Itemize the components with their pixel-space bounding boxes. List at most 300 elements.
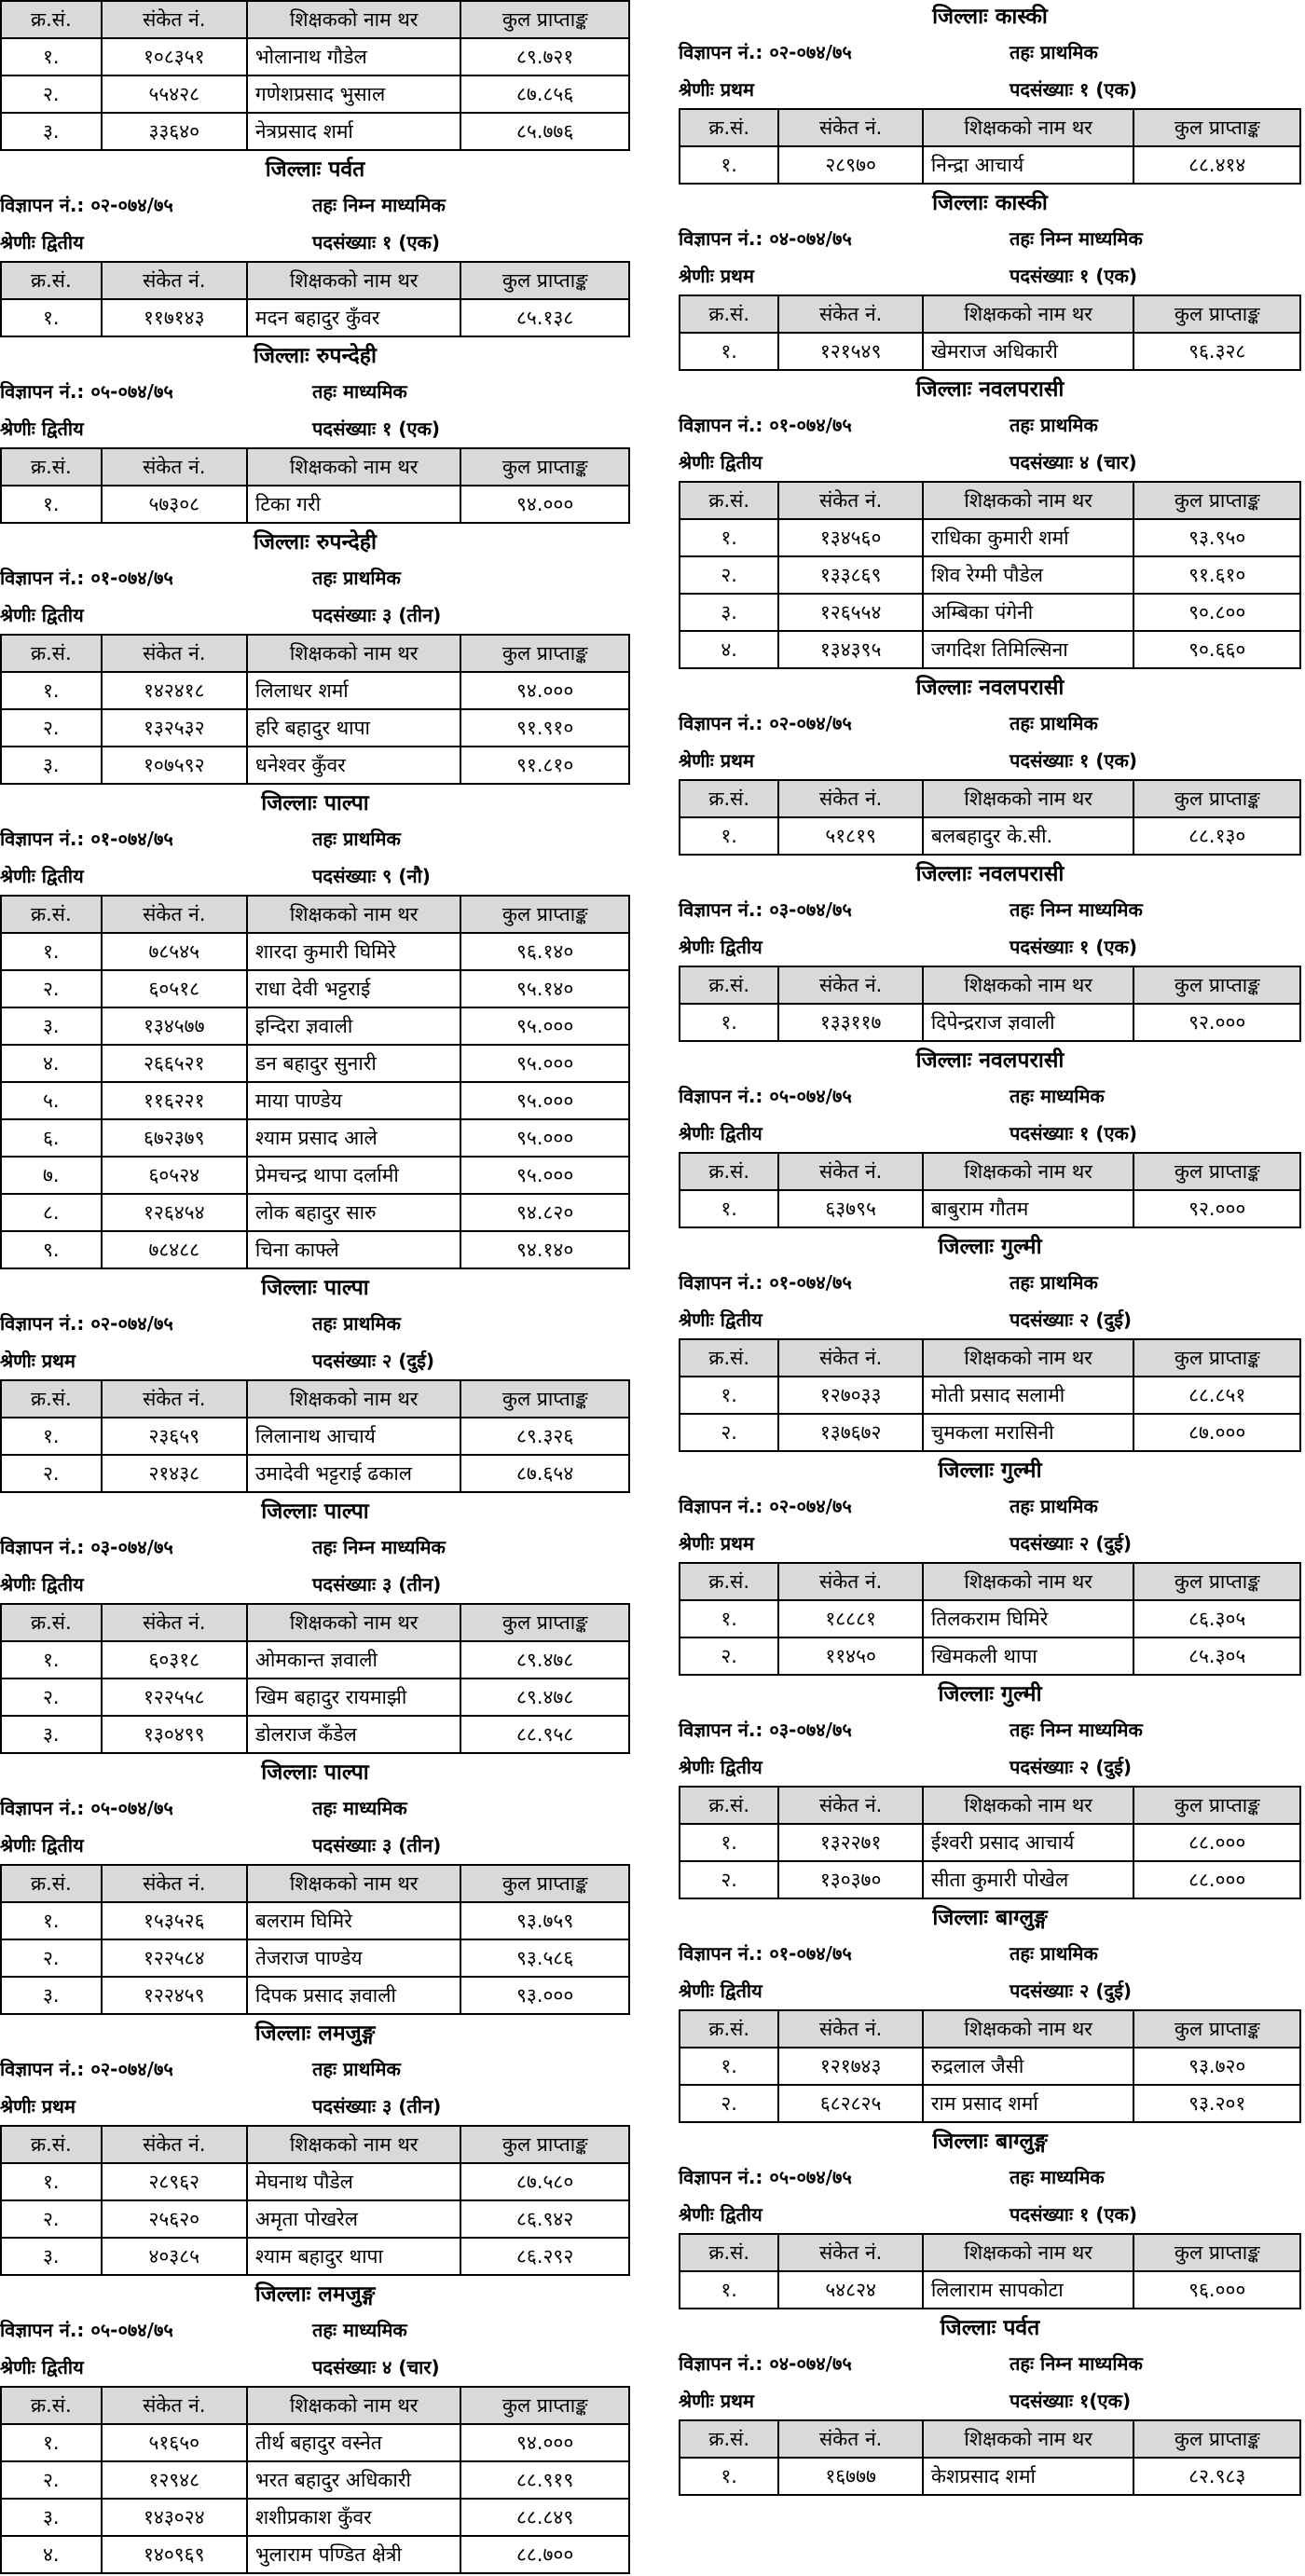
table-header-row	[1, 896, 629, 933]
total-score-cell: ९४.०००	[460, 2424, 629, 2461]
post-count: पदसंख्याः ९ (नौ)	[312, 865, 431, 887]
teacher-name-cell: धनेश्वर कुँवर	[247, 747, 460, 784]
serial-number-cell: ४.	[680, 631, 778, 668]
table-header-row	[680, 295, 1300, 333]
table-header-row	[1, 448, 629, 486]
serial-number-cell: १.	[1, 486, 102, 523]
serial-number-cell: १.	[1, 2424, 102, 2461]
header-symbol-number: संकेत नं.	[102, 1604, 247, 1641]
teacher-name-cell: भुलाराम पण्डित क्षेत्री	[247, 2536, 460, 2573]
header-symbol-number: संकेत नं.	[778, 295, 922, 333]
symbol-number-cell: १२२५८४	[102, 1939, 247, 1977]
serial-number-cell: २.	[1, 1679, 102, 1716]
meta-row-ad-level	[679, 705, 1301, 742]
district-title: जिल्लाः रुपन्देही	[254, 344, 377, 368]
meta-row-ad-level	[679, 34, 1301, 71]
level-label: तहः प्राथमिक	[1010, 414, 1098, 436]
header-total-score: कुल प्राप्ताङ्क	[460, 1, 629, 38]
meta-row-category-posts	[679, 71, 1301, 108]
total-score-cell: ९५.०००	[460, 1007, 629, 1045]
symbol-number-cell: १०७५९२	[102, 747, 247, 784]
results-table	[679, 481, 1301, 669]
category-label: श्रेणीः द्वितीय	[0, 604, 84, 626]
serial-number-cell: २.	[1, 1939, 102, 1977]
header-total-score: कुल प्राप्ताङ्क	[460, 635, 629, 672]
header-serial: क्र.सं.	[680, 2010, 778, 2048]
table-row	[1, 2499, 629, 2536]
symbol-number-cell: १३२५३२	[102, 709, 247, 747]
total-score-cell: ९४.०००	[460, 672, 629, 709]
table-row	[1, 1194, 629, 1231]
serial-number-cell: १.	[680, 817, 778, 855]
table-header-row	[680, 109, 1300, 146]
meta-row-ad-level	[679, 220, 1301, 257]
teacher-name-cell: नेत्रप्रसाद शर्मा	[247, 113, 460, 150]
total-score-cell: ८८.०००	[1133, 1824, 1300, 1861]
results-table	[0, 1864, 630, 2015]
header-total-score: कुल प्राप्ताङ्क	[460, 1865, 629, 1902]
teacher-name-cell: चुमकला मरासिनी	[923, 1414, 1134, 1451]
district-title: जिल्लाः पाल्पा	[261, 1276, 369, 1300]
symbol-number-cell: २५६२०	[102, 2200, 247, 2238]
district-section	[679, 671, 1301, 856]
serial-number-cell: १.	[680, 2458, 778, 2495]
total-score-cell: ९५.१४०	[460, 970, 629, 1007]
symbol-number-cell: २१४३८	[102, 1455, 247, 1492]
results-table	[679, 779, 1301, 856]
serial-number-cell: १.	[1, 1641, 102, 1679]
header-total-score: कुल प्राप्ताङ्क	[1133, 966, 1300, 1004]
level-label: तहः प्राथमिक	[312, 828, 401, 850]
district-title: जिल्लाः पाल्पा	[261, 1500, 369, 1524]
teacher-name-cell: लिलाधर शर्मा	[247, 672, 460, 709]
advertisement-number: विज्ञापन नं.: ०३-०७४/७५	[679, 898, 852, 921]
table-row	[1, 1157, 629, 1194]
serial-number-cell: १.	[680, 146, 778, 184]
table-row	[1, 1455, 629, 1492]
results-table	[679, 1338, 1301, 1452]
district-title: जिल्लाः पाल्पा	[261, 1761, 369, 1785]
results-table	[0, 2386, 630, 2574]
category-label: श्रेणीः द्वितीय	[679, 1309, 762, 1331]
table-row	[680, 1637, 1300, 1675]
category-label: श्रेणीः द्वितीय	[679, 936, 762, 958]
advertisement-number: विज्ञापन नं.: ०३-०७४/७५	[679, 1719, 852, 1741]
district-section	[0, 2017, 630, 2276]
advertisement-number: विज्ञापन नं.: ०२-०७४/७५	[0, 194, 173, 216]
teacher-name-cell: उमादेवी भट्टराई ढकाल	[247, 1455, 460, 1492]
header-teacher-name: शिक्षकको नाम थर	[247, 1380, 460, 1418]
serial-number-cell: ३.	[1, 113, 102, 150]
symbol-number-cell: १४०९६९	[102, 2536, 247, 2573]
teacher-name-cell: राधा देवी भट्टराई	[247, 970, 460, 1007]
level-label: तहः माध्यमिक	[312, 380, 407, 403]
symbol-number-cell: ६८२८२५	[778, 2085, 922, 2122]
meta-row-ad-level	[679, 1264, 1301, 1301]
symbol-number-cell: १३४३९५	[778, 631, 922, 668]
results-table	[0, 895, 630, 1269]
serial-number-cell: १.	[680, 2048, 778, 2085]
district-section	[679, 1454, 1301, 1676]
teacher-name-cell: केशप्रसाद शर्मा	[923, 2458, 1134, 2495]
level-label: तहः माध्यमिक	[312, 2319, 407, 2341]
advertisement-number: विज्ञापन नं.: ०१-०७४/७५	[0, 828, 173, 850]
symbol-number-cell: ६३७९५	[778, 1190, 922, 1227]
serial-number-cell: ५.	[1, 1082, 102, 1119]
symbol-number-cell: ११७१४३	[102, 299, 247, 336]
header-total-score: कुल प्राप्ताङ्क	[1133, 2234, 1300, 2271]
post-count: पदसंख्याः ३ (तीन)	[312, 604, 442, 626]
level-label: तहः निम्न माध्यमिक	[1010, 227, 1143, 250]
advertisement-number: विज्ञापन नं.: ०२-०७४/७५	[679, 712, 852, 734]
symbol-number-cell: १३२२७१	[778, 1824, 922, 1861]
symbol-number-cell: २८९७०	[778, 146, 922, 184]
total-score-cell: ८६.३०५	[1133, 1600, 1300, 1637]
post-count: पदसंख्याः ४ (चार)	[1010, 451, 1137, 473]
table-row	[1, 970, 629, 1007]
symbol-number-cell: १२१७४३	[778, 2048, 922, 2085]
table-row	[1, 113, 629, 150]
header-teacher-name: शिक्षकको नाम थर	[923, 1339, 1134, 1377]
symbol-number-cell: ५७३०८	[102, 486, 247, 523]
district-section	[0, 526, 630, 785]
header-symbol-number: संकेत नं.	[102, 1, 247, 38]
serial-number-cell: २.	[1, 970, 102, 1007]
teacher-name-cell: लिलानाथ आचार्य	[247, 1418, 460, 1455]
table-header-row	[680, 2010, 1300, 2048]
advertisement-number: विज्ञापन नं.: ०२-०७४/७५	[0, 2058, 173, 2080]
header-teacher-name: शिक्षकको नाम थर	[247, 896, 460, 933]
category-label: श्रेणीः द्वितीय	[0, 1834, 84, 1857]
left-column	[0, 0, 630, 2576]
meta-row-category-posts	[679, 928, 1301, 966]
total-score-cell: ९४.१४०	[460, 1231, 629, 1268]
advertisement-number: विज्ञापन नं.: ०५-०७४/७५	[0, 380, 173, 403]
district-section	[0, 153, 630, 337]
header-teacher-name: शिक्षकको नाम थर	[247, 1, 460, 38]
table-row	[1, 2163, 629, 2200]
level-label: तहः माध्यमिक	[1010, 2166, 1105, 2188]
serial-number-cell: १.	[1, 1902, 102, 1939]
meta-row-ad-level	[679, 1487, 1301, 1525]
symbol-number-cell: ५१६५०	[102, 2424, 247, 2461]
header-teacher-name: शिक्षकको नाम थर	[247, 2387, 460, 2424]
table-row	[1, 672, 629, 709]
total-score-cell: ८८.७००	[460, 2536, 629, 2573]
district-section	[679, 373, 1301, 669]
meta-row-category-posts	[0, 410, 630, 447]
serial-number-cell: १.	[680, 2271, 778, 2309]
results-table	[0, 1379, 630, 1493]
serial-number-cell: ३.	[1, 1716, 102, 1753]
meta-row-category-posts	[679, 2196, 1301, 2233]
symbol-number-cell: १३३८६९	[778, 556, 922, 594]
teacher-name-cell: ओमकान्त ज्ञवाली	[247, 1641, 460, 1679]
post-count: पदसंख्याः २ (दुई)	[1010, 1309, 1133, 1331]
level-label: तहः प्राथमिक	[1010, 1942, 1098, 1965]
table-row	[1, 1082, 629, 1119]
table-row	[680, 1377, 1300, 1414]
serial-number-cell: ३.	[680, 594, 778, 631]
symbol-number-cell: १८८८१	[778, 1600, 922, 1637]
serial-number-cell: १.	[680, 1600, 778, 1637]
total-score-cell: ९२.०००	[1133, 1190, 1300, 1227]
district-section	[0, 339, 630, 524]
header-total-score: कुल प्राप्ताङ्क	[1133, 2420, 1300, 2458]
post-count: पदसंख्याः १(एक)	[1010, 2390, 1132, 2412]
total-score-cell: ८८.८४९	[460, 2499, 629, 2536]
total-score-cell: ८९.४७८	[460, 1679, 629, 1716]
header-teacher-name: शिक्षकको नाम थर	[923, 295, 1134, 333]
total-score-cell: ८८.९५८	[460, 1716, 629, 1753]
table-row	[680, 556, 1300, 594]
post-count: पदसंख्याः २ (दुई)	[1010, 1980, 1133, 2002]
total-score-cell: ९५.०००	[460, 1082, 629, 1119]
total-score-cell: ८५.३०५	[1133, 1637, 1300, 1675]
advertisement-number: विज्ञापन नं.: ०५-०७४/७५	[0, 2319, 173, 2341]
serial-number-cell: २.	[680, 1861, 778, 1898]
symbol-number-cell: १३०४९९	[102, 1716, 247, 1753]
level-label: तहः प्राथमिक	[1010, 1271, 1098, 1294]
total-score-cell: ८७.८५६	[460, 75, 629, 113]
advertisement-number: विज्ञापन नं.: ०५-०७४/७५	[679, 1085, 852, 1107]
table-header-row	[1, 1, 629, 38]
district-section	[0, 2278, 630, 2574]
level-label: तहः प्राथमिक	[312, 2058, 401, 2080]
table-row	[1, 75, 629, 113]
district-title: जिल्लाः पाल्पा	[261, 791, 369, 815]
table-header-row	[680, 2420, 1300, 2458]
post-count: पदसंख्याः १ (एक)	[1010, 749, 1138, 772]
table-row	[680, 2048, 1300, 2085]
category-label: श्रेणीः प्रथम	[679, 265, 754, 287]
symbol-number-cell: २३६५९	[102, 1418, 247, 1455]
header-teacher-name: शिक्षकको नाम थर	[247, 635, 460, 672]
table-row	[1, 2536, 629, 2573]
table-row	[1, 1119, 629, 1157]
table-row	[680, 594, 1300, 631]
table-row	[1, 1679, 629, 1716]
table-row	[1, 2238, 629, 2275]
header-symbol-number: संकेत नं.	[102, 2387, 247, 2424]
header-serial: क्र.सं.	[1, 1604, 102, 1641]
serial-number-cell: २.	[1, 1455, 102, 1492]
teacher-name-cell: गणेशप्रसाद भुसाल	[247, 75, 460, 113]
table-header-row	[680, 482, 1300, 519]
post-count: पदसंख्याः २ (दुई)	[1010, 1756, 1133, 1778]
header-teacher-name: शिक्षकको नाम थर	[923, 1787, 1134, 1824]
teacher-name-cell: राम प्रसाद शर्मा	[923, 2085, 1134, 2122]
header-total-score: कुल प्राप्ताङ्क	[460, 1604, 629, 1641]
results-table	[679, 2009, 1301, 2123]
results-table	[679, 1152, 1301, 1228]
post-count: पदसंख्याः ३ (तीन)	[312, 2095, 442, 2117]
header-teacher-name: शिक्षकको नाम थर	[923, 2234, 1134, 2271]
district-title: जिल्लाः पर्वत	[265, 158, 365, 182]
results-table	[679, 1786, 1301, 1899]
results-table	[679, 295, 1301, 371]
level-label: तहः निम्न माध्यमिक	[312, 194, 446, 216]
table-row	[680, 146, 1300, 184]
table-header-row	[1, 1604, 629, 1641]
meta-row-ad-level	[0, 820, 630, 857]
header-serial: क्र.सं.	[1, 448, 102, 486]
total-score-cell: ९३.५८६	[460, 1939, 629, 1977]
table-header-row	[1, 2126, 629, 2163]
symbol-number-cell: ५१८१९	[778, 817, 922, 855]
table-header-row	[1, 2387, 629, 2424]
table-header-row	[680, 1153, 1300, 1190]
symbol-number-cell: १३४५७७	[102, 1007, 247, 1045]
table-header-row	[680, 966, 1300, 1004]
total-score-cell: ८२.९८३	[1133, 2458, 1300, 2495]
header-total-score: कुल प्राप्ताङ्क	[1133, 1563, 1300, 1600]
advertisement-number: विज्ञापन नं.: ०४-०७४/७५	[679, 227, 852, 250]
header-teacher-name: शिक्षकको नाम थर	[247, 1604, 460, 1641]
table-row	[680, 1190, 1300, 1227]
table-row	[1, 933, 629, 970]
symbol-number-cell: १२६४५४	[102, 1194, 247, 1231]
table-row	[1, 2200, 629, 2238]
total-score-cell: ८९.३२६	[460, 1418, 629, 1455]
results-table	[0, 447, 630, 524]
header-symbol-number: संकेत नं.	[778, 2420, 922, 2458]
teacher-name-cell: शशीप्रकाश कुँवर	[247, 2499, 460, 2536]
table-row	[1, 1418, 629, 1455]
serial-number-cell: ३.	[1, 1977, 102, 2014]
total-score-cell: ९३.०००	[460, 1977, 629, 2014]
results-table	[679, 2233, 1301, 2309]
advertisement-number: विज्ञापन नं.: ०५-०७४/७५	[0, 1797, 173, 1819]
post-count: पदसंख्याः ३ (तीन)	[312, 1573, 442, 1596]
post-count: पदसंख्याः २ (दुई)	[312, 1350, 435, 1372]
symbol-number-cell: १६७७७	[778, 2458, 922, 2495]
teacher-name-cell: चिना काफ्ले	[247, 1231, 460, 1268]
district-title: जिल्लाः नवलपरासी	[915, 377, 1065, 402]
district-title: जिल्लाः बाग्लुङ्ग	[932, 1906, 1048, 1930]
symbol-number-cell: १२६५५४	[778, 594, 922, 631]
district-title: जिल्लाः नवलपरासी	[915, 676, 1065, 700]
total-score-cell: ९४.०००	[460, 486, 629, 523]
district-title: जिल्लाः बाग्लुङ्ग	[932, 2130, 1048, 2154]
teacher-name-cell: मेघनाथ पौडेल	[247, 2163, 460, 2200]
header-symbol-number: संकेत नं.	[778, 1563, 922, 1600]
level-label: तहः प्राथमिक	[1010, 41, 1098, 63]
meta-row-ad-level	[0, 2311, 630, 2349]
results-table	[0, 0, 630, 151]
post-count: पदसंख्याः १ (एक)	[1010, 936, 1138, 958]
table-row	[680, 333, 1300, 370]
header-teacher-name: शिक्षकको नाम थर	[923, 1563, 1134, 1600]
meta-row-ad-level	[679, 1077, 1301, 1115]
post-count: पदसंख्याः १ (एक)	[1010, 78, 1138, 101]
serial-number-cell: १.	[1, 672, 102, 709]
header-symbol-number: संकेत नं.	[778, 780, 922, 817]
symbol-number-cell: २६६५२१	[102, 1045, 247, 1082]
total-score-cell: ९६.३२८	[1133, 333, 1300, 370]
total-score-cell: ९६.०००	[1133, 2271, 1300, 2309]
header-total-score: कुल प्राप्ताङ्क	[1133, 295, 1300, 333]
post-count: पदसंख्याः २ (दुई)	[1010, 1532, 1133, 1555]
serial-number-cell: १.	[680, 1190, 778, 1227]
header-teacher-name: शिक्षकको नाम थर	[923, 780, 1134, 817]
header-serial: क्र.सं.	[680, 2234, 778, 2271]
teacher-name-cell: लिलाराम सापकोटा	[923, 2271, 1134, 2309]
meta-row-ad-level	[0, 2050, 630, 2088]
meta-row-category-posts	[679, 742, 1301, 779]
symbol-number-cell: १२१५४९	[778, 333, 922, 370]
district-section	[0, 1495, 630, 1754]
district-section	[679, 1230, 1301, 1452]
teacher-name-cell: डन बहादुर सुनारी	[247, 1045, 460, 1082]
post-count: पदसंख्याः १ (एक)	[312, 231, 441, 253]
district-section	[679, 857, 1301, 1042]
symbol-number-cell: १५३५२६	[102, 1902, 247, 1939]
serial-number-cell: २.	[1, 75, 102, 113]
level-label: तहः निम्न माध्यमिक	[1010, 898, 1143, 921]
table-row	[680, 817, 1300, 855]
results-table	[679, 966, 1301, 1042]
header-symbol-number: संकेत नं.	[102, 635, 247, 672]
district-section	[679, 2125, 1301, 2309]
symbol-number-cell: १४३०२४	[102, 2499, 247, 2536]
district-section	[679, 1678, 1301, 1899]
teacher-name-cell: सीता कुमारी पोखेल	[923, 1861, 1134, 1898]
header-teacher-name: शिक्षकको नाम थर	[247, 1865, 460, 1902]
level-label: तहः प्राथमिक	[312, 1312, 401, 1335]
header-serial: क्र.सं.	[680, 966, 778, 1004]
serial-number-cell: ४.	[1, 2536, 102, 2573]
district-section	[679, 2311, 1301, 2496]
table-row	[1, 1977, 629, 2014]
symbol-number-cell: ११६२२१	[102, 1082, 247, 1119]
total-score-cell: ९३.७२०	[1133, 2048, 1300, 2085]
header-total-score: कुल प्राप्ताङ्क	[460, 2387, 629, 2424]
table-row	[1, 1902, 629, 1939]
header-teacher-name: शिक्षकको नाम थर	[923, 966, 1134, 1004]
results-table	[679, 2419, 1301, 2496]
meta-row-category-posts	[679, 1748, 1301, 1786]
header-teacher-name: शिक्षकको नाम थर	[923, 2420, 1134, 2458]
header-serial: क्र.सं.	[680, 295, 778, 333]
meta-row-ad-level	[0, 559, 630, 596]
meta-row-category-posts	[679, 257, 1301, 295]
meta-row-ad-level	[0, 1789, 630, 1827]
district-title: जिल्लाः नवलपरासी	[915, 862, 1065, 886]
teacher-name-cell: बलबहादुर के.सी.	[923, 817, 1134, 855]
district-title: जिल्लाः लमजुङ्ग	[254, 2021, 376, 2046]
header-symbol-number: संकेत नं.	[778, 109, 922, 146]
table-row	[680, 2271, 1300, 2309]
advertisement-number: विज्ञापन नं.: ०५-०७४/७५	[679, 2166, 852, 2188]
category-label: श्रेणीः प्रथम	[0, 1350, 76, 1372]
table-row	[1, 38, 629, 75]
table-header-row	[1, 1865, 629, 1902]
teacher-name-cell: भरत बहादुर अधिकारी	[247, 2461, 460, 2499]
header-teacher-name: शिक्षकको नाम थर	[923, 1153, 1134, 1190]
symbol-number-cell: १३३११७	[778, 1004, 922, 1041]
post-count: पदसंख्याः ४ (चार)	[312, 2356, 440, 2378]
table-row	[1, 709, 629, 747]
table-header-row	[1, 1380, 629, 1418]
teacher-name-cell: तेजराज पाण्डेय	[247, 1939, 460, 1977]
serial-number-cell: १.	[680, 1824, 778, 1861]
advertisement-number: विज्ञापन नं.: ०२-०७४/७५	[679, 1495, 852, 1517]
advertisement-number: विज्ञापन नं.: ०१-०७४/७५	[679, 1942, 852, 1965]
district-section	[0, 1756, 630, 2015]
header-serial: क्र.सं.	[1, 1, 102, 38]
serial-number-cell: २.	[680, 1637, 778, 1675]
